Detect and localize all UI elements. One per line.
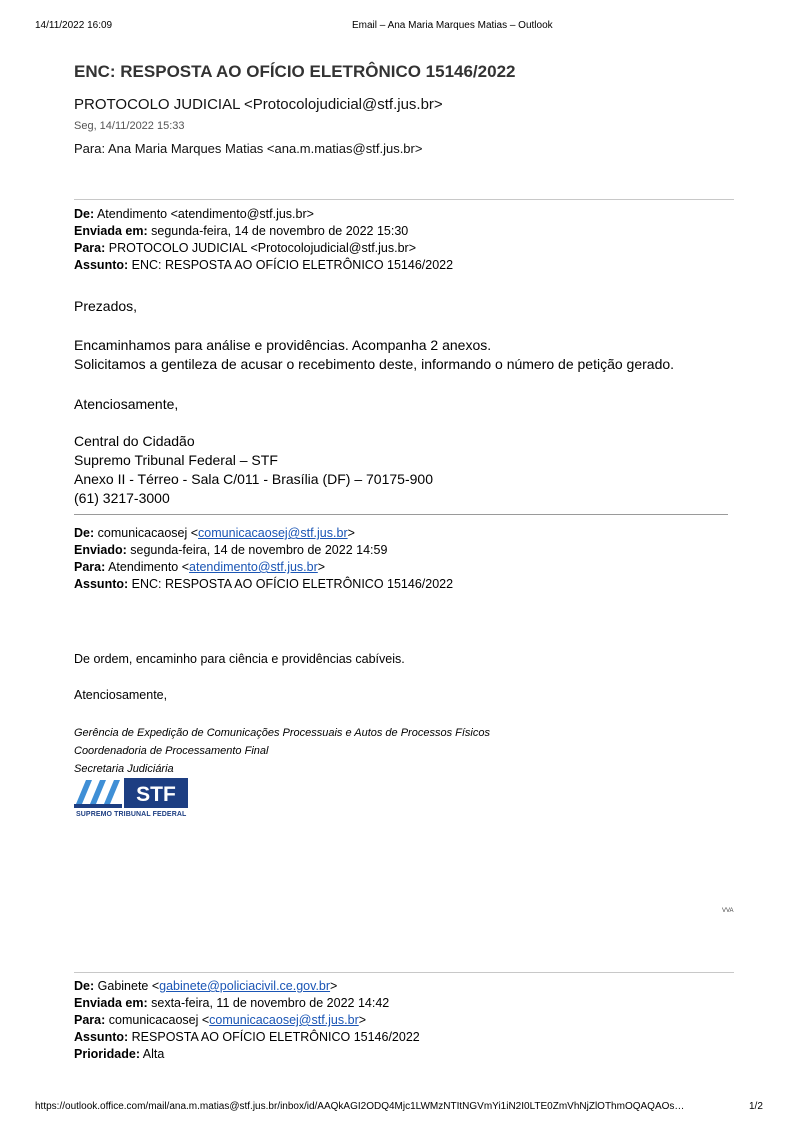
message-sender[interactable]: PROTOCOLO JUDICIAL <Protocolojudicial@stf.jus.br> — [74, 96, 443, 113]
message-date: Seg, 14/11/2022 15:33 — [74, 120, 185, 132]
marker: VVA — [722, 908, 734, 914]
fwd1-sig-line2: Supremo Tribunal Federal – STF — [74, 452, 278, 468]
print-url: https://outlook.office.com/mail/ana.m.matias@stf.jus.br/inbox/id/AAQkAGI2ODQ4Mjc1LWMzNTItNGVmYi1iN2I0LTE0ZmVhNjZlOThmOQAQAOs… — [35, 1101, 685, 1112]
fwd1-line1: Encaminhamos para análise e providências. Acompanha 2 anexos. — [74, 337, 492, 353]
fwd2-sig-line1: Gerência de Expedição de Comunicações Processuais e Autos de Processos Físicos — [74, 727, 490, 739]
fwd3-prioridade: Prioridade: Alta — [74, 1047, 165, 1061]
fwd1-sig-line3: Anexo II - Térreo - Sala C/011 - Brasília (DF) – 70175-900 — [74, 471, 433, 487]
logo-caption: SUPREMO TRIBUNAL FEDERAL — [76, 811, 187, 818]
fwd2-de-email-link[interactable]: comunicacaosej@stf.jus.br — [198, 526, 348, 540]
print-window-title: Email – Ana Maria Marques Matias – Outlook — [352, 20, 553, 31]
stf-logo — [74, 778, 190, 820]
fwd2-de: De: comunicacaosej <comunicacaosej@stf.jus.br> — [74, 526, 355, 540]
logo-abbr: STF — [136, 783, 176, 806]
fwd1-para: Para: PROTOCOLO JUDICIAL <Protocolojudicial@stf.jus.br> — [74, 241, 417, 255]
fwd1-de: De: Atendimento <atendimento@stf.jus.br> — [74, 207, 314, 221]
divider — [74, 199, 734, 200]
fwd1-sig-line4: (61) 3217-3000 — [74, 490, 170, 506]
print-page-number: 1/2 — [749, 1101, 763, 1112]
fwd3-header — [74, 978, 420, 1063]
divider — [74, 514, 728, 515]
fwd3-de-email-link[interactable]: gabinete@policiacivil.ce.gov.br — [159, 979, 331, 993]
fwd3-assunto: Assunto: RESPOSTA AO OFÍCIO ELETRÔNICO 15146/2022 — [74, 1030, 420, 1044]
print-datetime: 14/11/2022 16:09 — [35, 20, 113, 31]
message-recipient[interactable]: Para: Ana Maria Marques Matias <ana.m.matias@stf.jus.br> — [74, 141, 423, 156]
fwd1-enviada: Enviada em: segunda-feira, 14 de novembro de 2022 15:30 — [74, 224, 409, 238]
fwd2-para: Para: Atendimento <atendimento@stf.jus.br> — [74, 560, 326, 574]
message-subject: ENC: RESPOSTA AO OFÍCIO ELETRÔNICO 15146/2022 — [74, 62, 516, 81]
fwd1-header — [74, 206, 453, 274]
stf-logo-mark — [74, 778, 190, 810]
fwd2-sig-line3: Secretaria Judiciária — [74, 763, 174, 775]
fwd3-de: De: Gabinete <gabinete@policiacivil.ce.gov.br> — [74, 979, 338, 993]
fwd1-assunto: Assunto: ENC: RESPOSTA AO OFÍCIO ELETRÔNICO 15146/2022 — [74, 258, 454, 272]
fwd3-para: Para: comunicacaosej <comunicacaosej@stf.jus.br> — [74, 1013, 367, 1027]
fwd2-para-email-link[interactable]: atendimento@stf.jus.br — [189, 560, 318, 574]
fwd2-signature — [74, 724, 490, 778]
fwd2-assunto: Assunto: ENC: RESPOSTA AO OFÍCIO ELETRÔNICO 15146/2022 — [74, 577, 454, 591]
fwd3-enviada: Enviada em: sexta-feira, 11 de novembro de 2022 14:42 — [74, 996, 390, 1010]
fwd2-header — [74, 525, 453, 593]
fwd1-sig-line1: Central do Cidadão — [74, 433, 195, 449]
fwd1-line2: Solicitamos a gentileza de acusar o recebimento deste, informando o número de petição gerado. — [74, 356, 675, 372]
fwd2-sig-line2: Coordenadoria de Processamento Final — [74, 745, 269, 757]
fwd3-para-email-link[interactable]: comunicacaosej@stf.jus.br — [209, 1013, 359, 1027]
divider — [74, 972, 734, 973]
fwd1-greeting: Prezados, — [74, 298, 138, 314]
fwd2-enviado: Enviado: segunda-feira, 14 de novembro de 2022 14:59 — [74, 543, 388, 557]
fwd2-body: De ordem, encaminho para ciência e providências cabíveis. — [74, 652, 405, 666]
fwd1-closing: Atenciosamente, — [74, 396, 179, 412]
fwd2-closing: Atenciosamente, — [74, 688, 168, 702]
